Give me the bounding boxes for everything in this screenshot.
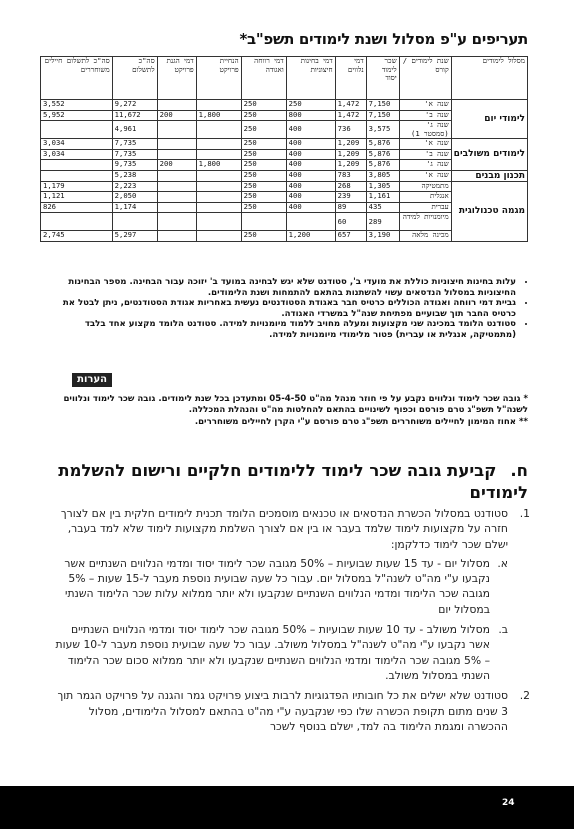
cell: 250 [241, 181, 286, 192]
group-tech-prep: מגמה טכנולוגית [451, 181, 527, 241]
cell: שנה א' [399, 139, 451, 150]
remark-item: * גובה שכר לימוד ונלווים נקבע על פי חוזר מנהל מה"ט 05-4-50 ומתעדכן בכל שנת לימודים. גובה שכר לימוד ונלווים לשנה"ל תשפ"ג טרם פורסם וכפוף לשינויים בהתאם להחלטות מה"ט והנהלת המכללה. [63, 394, 528, 415]
cell: 11,672 [112, 110, 157, 121]
cell: 3,034 [41, 149, 113, 160]
col-header-total-discharged: סה"כ לתשלום חיילים משוחררים [41, 57, 113, 100]
cell: 250 [241, 121, 286, 139]
cell: שנה ב' [399, 110, 451, 121]
cell [196, 121, 241, 139]
cell: מתמטיקה [399, 181, 451, 192]
group-building-planning: תכנון מבנים [451, 170, 527, 181]
cell: 7,735 [112, 149, 157, 160]
cell: 800 [286, 110, 335, 121]
table-row [41, 100, 528, 111]
cell: 3,190 [366, 231, 399, 242]
cell: 250 [241, 110, 286, 121]
cell [157, 213, 196, 231]
cell: 7,150 [366, 110, 399, 121]
cell [196, 231, 241, 242]
cell [196, 213, 241, 231]
table-notes [40, 277, 528, 341]
remarks [40, 394, 528, 428]
cell: 250 [241, 192, 286, 203]
cell: 250 [241, 202, 286, 213]
section-heading [38, 460, 528, 504]
cell: 783 [335, 170, 366, 181]
cell: 400 [286, 181, 335, 192]
cell: 250 [241, 231, 286, 242]
group-combined-studies: לימודים משולבים [451, 139, 527, 171]
cell: 400 [286, 202, 335, 213]
cell [157, 231, 196, 242]
cell: 5,238 [112, 170, 157, 181]
section-letter: ח. [510, 461, 528, 480]
cell: מיומנויות למידה [399, 213, 451, 231]
cell: 1,121 [41, 192, 113, 203]
cell: 1,305 [366, 181, 399, 192]
item-text: סטודנט במסלול הכשרת הנדסאים או טכנאים מוסמכים הלומד תכנית לימודים חלקית בין אם לצורך חזרה על מקצועות לימוד שלמד בעבר או בין אם לצורך השלמת מקצועות לימוד שלא למד בעבר, ישלם שכר לימוד כדלקמן: [60, 507, 508, 551]
cell [196, 202, 241, 213]
cell: 9,272 [112, 100, 157, 111]
cell [196, 181, 241, 192]
cell [157, 181, 196, 192]
cell: 5,297 [112, 231, 157, 242]
cell: 400 [286, 170, 335, 181]
footer-bar [0, 786, 574, 829]
col-header-external-exams: דמי בחינות חיצוניות [286, 57, 335, 100]
cell: 1,209 [335, 160, 366, 171]
cell: 1,209 [335, 149, 366, 160]
cell [157, 121, 196, 139]
cell: 2,745 [41, 231, 113, 242]
cell: שנה ב' [399, 149, 451, 160]
cell: 400 [286, 160, 335, 171]
cell [41, 170, 113, 181]
cell: 1,472 [335, 110, 366, 121]
cell: 250 [241, 160, 286, 171]
cell: 250 [241, 149, 286, 160]
cell: 5,876 [366, 149, 399, 160]
sub-item [48, 622, 508, 683]
section-body [48, 506, 530, 738]
cell: 9,735 [112, 160, 157, 171]
cell: אנגלית [399, 192, 451, 203]
cell: 200 [157, 160, 196, 171]
page-number: 24 [502, 798, 515, 808]
cell [196, 149, 241, 160]
group-day-studies: לימודי יום [451, 100, 527, 139]
cell: 3,552 [41, 100, 113, 111]
cell: 2,223 [112, 181, 157, 192]
cell [41, 121, 113, 139]
remarks-heading: הערות [72, 373, 112, 387]
cell: 400 [286, 121, 335, 139]
sub-item-text: מסלול משולב - עד 10 שעות שבועיות – 50% מגובה שכר לימוד יסוד ומדמי הנלווים השנתיים אשר נקבעו ע"י מה"ט לשנה"ל במסלול משולב. עבור כל שעה שבועית נוספת מעבר ל-10 שעות – 5% מגובה שכר הלימוד ומדמי הנלווים השנתיים שנקבעו ולא יותר ממלוא סכום שכר הלימוד השנתי במסלול משולב. [55, 623, 490, 682]
note-item: • עלות בחינות חיצוניות כוללת את מועדי ב', סטודנט שלא יגש לבחינה במועד ב' יזוכה עבור הבחינה. מספר הבחינות החיצוניות במסלול הנדסאים עשוי להשתנות בהתאם להתמחות ושנת הלימודים. [40, 277, 516, 298]
sub-item-letter: א. [497, 556, 508, 570]
cell: 5,876 [366, 139, 399, 150]
item-text: סטודנט שלא ישלים את כל חובותיו הפדגוגיות לרבות ביצוע פרויקט גמר והגנה על פרויקט הגמר תוך 3 שנים מתום תקופת הכשרה שלו כפי שנקבעה ע"י מה"ט בהתאם למסלול הלימודים, מסלול ההכשרה ומגמת הלימוד בה למד, ישלם בנוסף לשכר [57, 689, 508, 733]
fees-table [40, 56, 528, 242]
cell [157, 139, 196, 150]
cell [241, 213, 286, 231]
col-header-welfare: דמי רווחה ואגודה [241, 57, 286, 100]
cell: 826 [41, 202, 113, 213]
list-item [48, 506, 530, 552]
cell: 7,735 [112, 139, 157, 150]
sub-item-text: מסלול יום - עד 15 שעות שבועיות – 50% מגובה שכר לימוד יסוד ומדמי הנלווים השנתיים אשר נקבעו ע"י מה"ט לשנה"ל במסלול יום. עבור כל שעה שבועית נוספת מעבר ל-15 שעות – 5% מגובה שכר הלימוד ומדמי הנלווים השנתיים שנקבעו ולא יותר ממלוא עלות שכר הלימוד השנתי במסלול יום [64, 556, 490, 616]
item-number: 2. [519, 689, 530, 703]
cell: 289 [366, 213, 399, 231]
cell [157, 149, 196, 160]
cell: 1,209 [335, 139, 366, 150]
cell [196, 100, 241, 111]
cell [112, 213, 157, 231]
cell: שנה ג' (סמסטר 1) [399, 121, 451, 139]
cell: 200 [157, 110, 196, 121]
sub-item [48, 556, 508, 617]
cell: 1,161 [366, 192, 399, 203]
cell: 5,952 [41, 110, 113, 121]
cell [41, 213, 113, 231]
cell: 1,200 [286, 231, 335, 242]
cell [157, 192, 196, 203]
col-header-total: סה"כ לתשלום [112, 57, 157, 100]
cell: 60 [335, 213, 366, 231]
cell: 3,805 [366, 170, 399, 181]
cell [286, 213, 335, 231]
table-row [41, 139, 528, 150]
cell: 657 [335, 231, 366, 242]
col-header-ancillary: דמי נלווים [335, 57, 366, 100]
cell [157, 202, 196, 213]
col-header-project-defense: דמי הגנת פרויקט [157, 57, 196, 100]
col-header-base-tuition: שכר לימוד יסוד [366, 57, 399, 100]
cell: 250 [241, 170, 286, 181]
col-header-project-guidance: הנחיית פרויקט [196, 57, 241, 100]
cell: 239 [335, 192, 366, 203]
cell: 250 [241, 139, 286, 150]
cell [41, 160, 113, 171]
item-number: 1. [519, 507, 530, 520]
cell: 1,472 [335, 100, 366, 111]
cell [196, 192, 241, 203]
cell: 1,179 [41, 181, 113, 192]
cell: 250 [286, 100, 335, 111]
cell: שנה ג' [399, 160, 451, 171]
section-title: קביעת גובה שכר לימוד ללימודים חלקיים ורישום להשלמת לימודים [58, 461, 528, 502]
cell [157, 170, 196, 181]
col-header-track: מסלול לימודים [451, 57, 527, 100]
cell: 1,800 [196, 160, 241, 171]
cell: 736 [335, 121, 366, 139]
note-item: • גביית דמי רווחה ואגודה הכוללים כרטיס חבר באגודת הסטודנטים נעשית באחריות אגודת הסטודנטים, ניתן לבטל את כרטיס החבר תוך שבועיים מפתיחת שנה"ל במשרדי האגודה. [40, 298, 516, 319]
cell: 400 [286, 192, 335, 203]
cell: 5,876 [366, 160, 399, 171]
cell: עברית [399, 202, 451, 213]
table-row [41, 181, 528, 192]
cell: 400 [286, 139, 335, 150]
cell: 7,150 [366, 100, 399, 111]
cell: 4,961 [112, 121, 157, 139]
cell: 435 [366, 202, 399, 213]
cell: 2,050 [112, 192, 157, 203]
cell: 268 [335, 181, 366, 192]
cell: 89 [335, 202, 366, 213]
page-title: תעריפים ע"פ מסלול ושנת לימודים תשפ"ב* [239, 30, 528, 48]
col-header-year: שנת לימודים / קורס [399, 57, 451, 100]
cell: מכינה מלאה [399, 231, 451, 242]
cell [157, 100, 196, 111]
note-item: • סטודנט הלומד במכינה שני מקצועות ומעלה מחויב ללמוד מיומנויות למידה. סטודנט הלומד מקצוע אחד בלבד (מתמטיקה, אנגלית או עברית) פטור מלימודי מיומנויות למידה. [40, 319, 516, 340]
cell: 1,174 [112, 202, 157, 213]
remark-item: ** אחוז המימון לחיילים משוחררים תשפ"ג טרם פורסם ע"י הקרן לחיילים משוחררים. [194, 416, 528, 427]
cell: 400 [286, 149, 335, 160]
cell: 3,575 [366, 121, 399, 139]
cell [196, 170, 241, 181]
cell: 3,034 [41, 139, 113, 150]
cell: 1,800 [196, 110, 241, 121]
list-item [48, 688, 530, 734]
table-header-row [41, 57, 528, 100]
sub-item-letter: ב. [498, 623, 508, 637]
cell: שנה א' [399, 170, 451, 181]
cell: 250 [241, 100, 286, 111]
table-row [41, 170, 528, 181]
cell [196, 139, 241, 150]
cell: שנה א' [399, 100, 451, 111]
